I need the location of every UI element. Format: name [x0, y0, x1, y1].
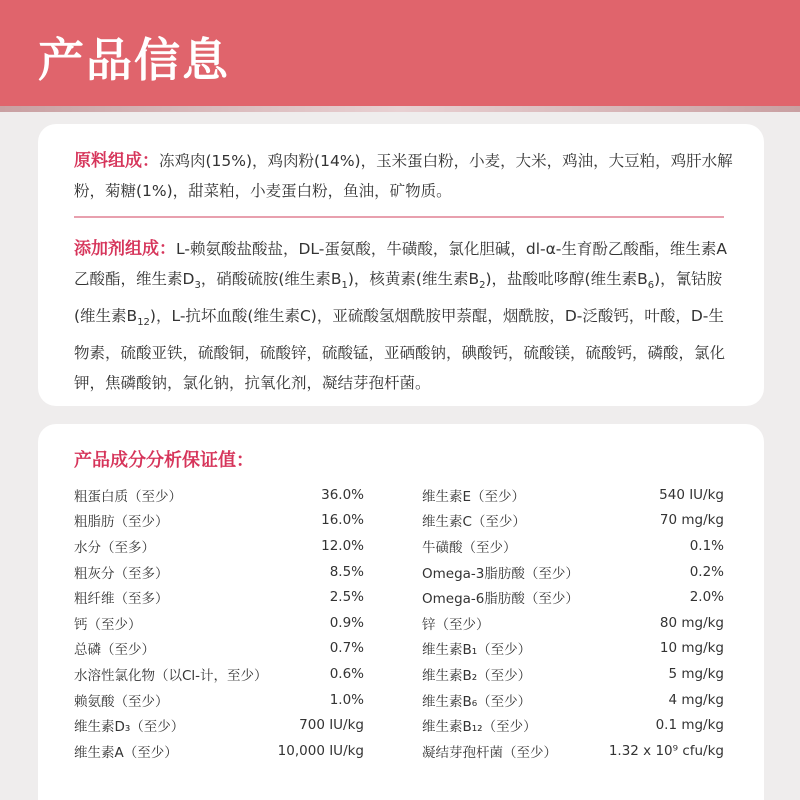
ingredients-card — [38, 124, 764, 406]
nutrient-name: Omega-6脂肪酸（至少） — [422, 591, 579, 608]
nutrient-name: 维生素E（至少） — [422, 488, 526, 505]
nutrient-name: 水溶性氯化物（以Cl-计，至少） — [74, 667, 268, 684]
analysis-row — [422, 533, 724, 559]
nutrient-value: 80 mg/kg — [659, 614, 724, 631]
analysis-row — [422, 482, 724, 508]
nutrient-value: 70 mg/kg — [659, 512, 724, 529]
nutrient-name: 赖氨酸（至少） — [74, 693, 169, 710]
additives-label: 添加剂组成： — [74, 239, 176, 259]
nutrient-value: 1.32 x 10⁹ cfu/kg — [608, 742, 724, 759]
nutrient-value: 0.7% — [329, 640, 364, 657]
nutrient-name: 维生素C（至少） — [422, 514, 526, 531]
analysis-row — [422, 687, 724, 713]
ingredients-text: 冻鸡肉(15%)，鸡肉粉(14%)，玉米蛋白粉，小麦，大米，鸡油，大豆粕，鸡肝水解粉，菊糖(1%)，甜菜粕，小麦蛋白粉，鱼油，矿物质。 — [74, 152, 733, 200]
nutrient-value: 0.1 mg/kg — [655, 717, 724, 734]
nutrient-value: 4 mg/kg — [668, 691, 724, 708]
nutrient-value: 540 IU/kg — [659, 486, 724, 503]
additives-subscript: 3 — [194, 280, 201, 292]
additives-text-part: ，硝酸硫胺(维生素B — [200, 270, 342, 288]
nutrient-value: 2.5% — [329, 589, 364, 606]
nutrient-name: 维生素B₁₂（至少） — [422, 719, 537, 736]
analysis-row — [74, 610, 364, 636]
header-divider-strip — [0, 106, 800, 112]
nutrient-value: 2.0% — [689, 589, 724, 606]
nutrient-name: 粗蛋白质（至少） — [74, 488, 182, 505]
additives-text-part: )，氰钴胺(维生素B — [74, 270, 723, 326]
nutrient-name: 水分（至多） — [74, 539, 155, 556]
nutrient-value: 16.0% — [321, 512, 364, 529]
analysis-row — [422, 610, 724, 636]
nutrient-value: 10 mg/kg — [659, 640, 724, 657]
additives-paragraph — [74, 234, 734, 398]
analysis-row — [422, 508, 724, 534]
additives-subscript: 12 — [137, 317, 150, 329]
analysis-row — [74, 687, 364, 713]
nutrient-name: 钙（至少） — [74, 616, 142, 633]
nutrient-value: 36.0% — [321, 486, 364, 503]
nutrient-name: 牛磺酸（至少） — [422, 539, 517, 556]
analysis-card — [38, 424, 764, 800]
additives-text-part: )，L-抗坏血酸(维生素C)，亚硫酸氢烟酰胺甲萘醌，烟酰胺，D-泛酸钙，叶酸，D-生物素，硫酸亚铁，硫酸铜，硫酸锌，硫酸锰，亚硒酸钠，碘酸钙，硫酸镁，硫酸钙，磷酸，氯化钾，焦磷酸钠，氯化钠，抗氧化剂，凝结芽孢杆菌。 — [74, 307, 726, 393]
nutrient-value: 8.5% — [329, 563, 364, 580]
nutrient-name: Omega-3脂肪酸（至少） — [422, 565, 579, 582]
nutrient-name: 总磷（至少） — [74, 642, 155, 659]
nutrient-name: 锌（至少） — [422, 616, 490, 633]
analysis-row — [422, 636, 724, 662]
analysis-row — [74, 533, 364, 559]
analysis-row — [74, 559, 364, 585]
nutrient-value: 0.2% — [689, 563, 724, 580]
nutrient-name: 维生素A（至少） — [74, 744, 178, 761]
additives-subscript: 1 — [341, 280, 348, 292]
additives-subscript: 6 — [647, 280, 655, 292]
nutrient-name: 粗灰分（至多） — [74, 565, 169, 582]
header-banner — [0, 0, 800, 106]
nutrient-name: 凝结芽孢杆菌（至少） — [422, 744, 557, 761]
analysis-left-column — [74, 482, 364, 764]
analysis-row — [422, 738, 724, 764]
analysis-row — [74, 661, 364, 687]
ingredients-label: 原料组成： — [74, 151, 159, 171]
nutrient-name: 粗纤维（至多） — [74, 591, 169, 608]
nutrient-value: 0.9% — [329, 614, 364, 631]
analysis-row — [74, 482, 364, 508]
page-title: 产品信息 — [38, 33, 230, 87]
nutrient-value: 10,000 IU/kg — [277, 742, 364, 759]
analysis-row — [74, 712, 364, 738]
analysis-row — [422, 661, 724, 687]
ingredients-paragraph — [74, 146, 734, 206]
analysis-row — [74, 738, 364, 764]
nutrient-value: 700 IU/kg — [299, 717, 364, 734]
analysis-row — [74, 584, 364, 610]
additives-subscript: 2 — [479, 280, 486, 292]
nutrient-name: 粗脂肪（至少） — [74, 514, 169, 531]
analysis-row — [422, 712, 724, 738]
analysis-row — [74, 508, 364, 534]
nutrient-name: 维生素B₂（至少） — [422, 667, 532, 684]
analysis-title: 产品成分分析保证值： — [74, 450, 254, 471]
nutrient-name: 维生素B₆（至少） — [422, 693, 532, 710]
nutrient-value: 0.6% — [329, 665, 364, 682]
analysis-row — [422, 584, 724, 610]
additives-text-part: L-赖氨酸盐酸盐，DL-蛋氨酸，牛磺酸，氯化胆碱，dl-α-生育酚乙酸酯，维生素A乙酸酯，维生素D — [74, 240, 728, 288]
nutrient-value: 5 mg/kg — [668, 665, 724, 682]
section-divider — [74, 216, 724, 218]
analysis-row — [422, 559, 724, 585]
nutrient-value: 0.1% — [689, 537, 724, 554]
nutrient-value: 12.0% — [321, 537, 364, 554]
additives-text-part: )，盐酸吡哆醇(维生素B — [485, 270, 648, 288]
analysis-row — [74, 636, 364, 662]
additives-text-part: )，核黄素(维生素B — [347, 270, 480, 288]
analysis-right-column — [422, 482, 724, 764]
nutrient-value: 1.0% — [329, 691, 364, 708]
nutrient-name: 维生素B₁（至少） — [422, 642, 532, 659]
nutrient-name: 维生素D₃（至少） — [74, 719, 185, 736]
